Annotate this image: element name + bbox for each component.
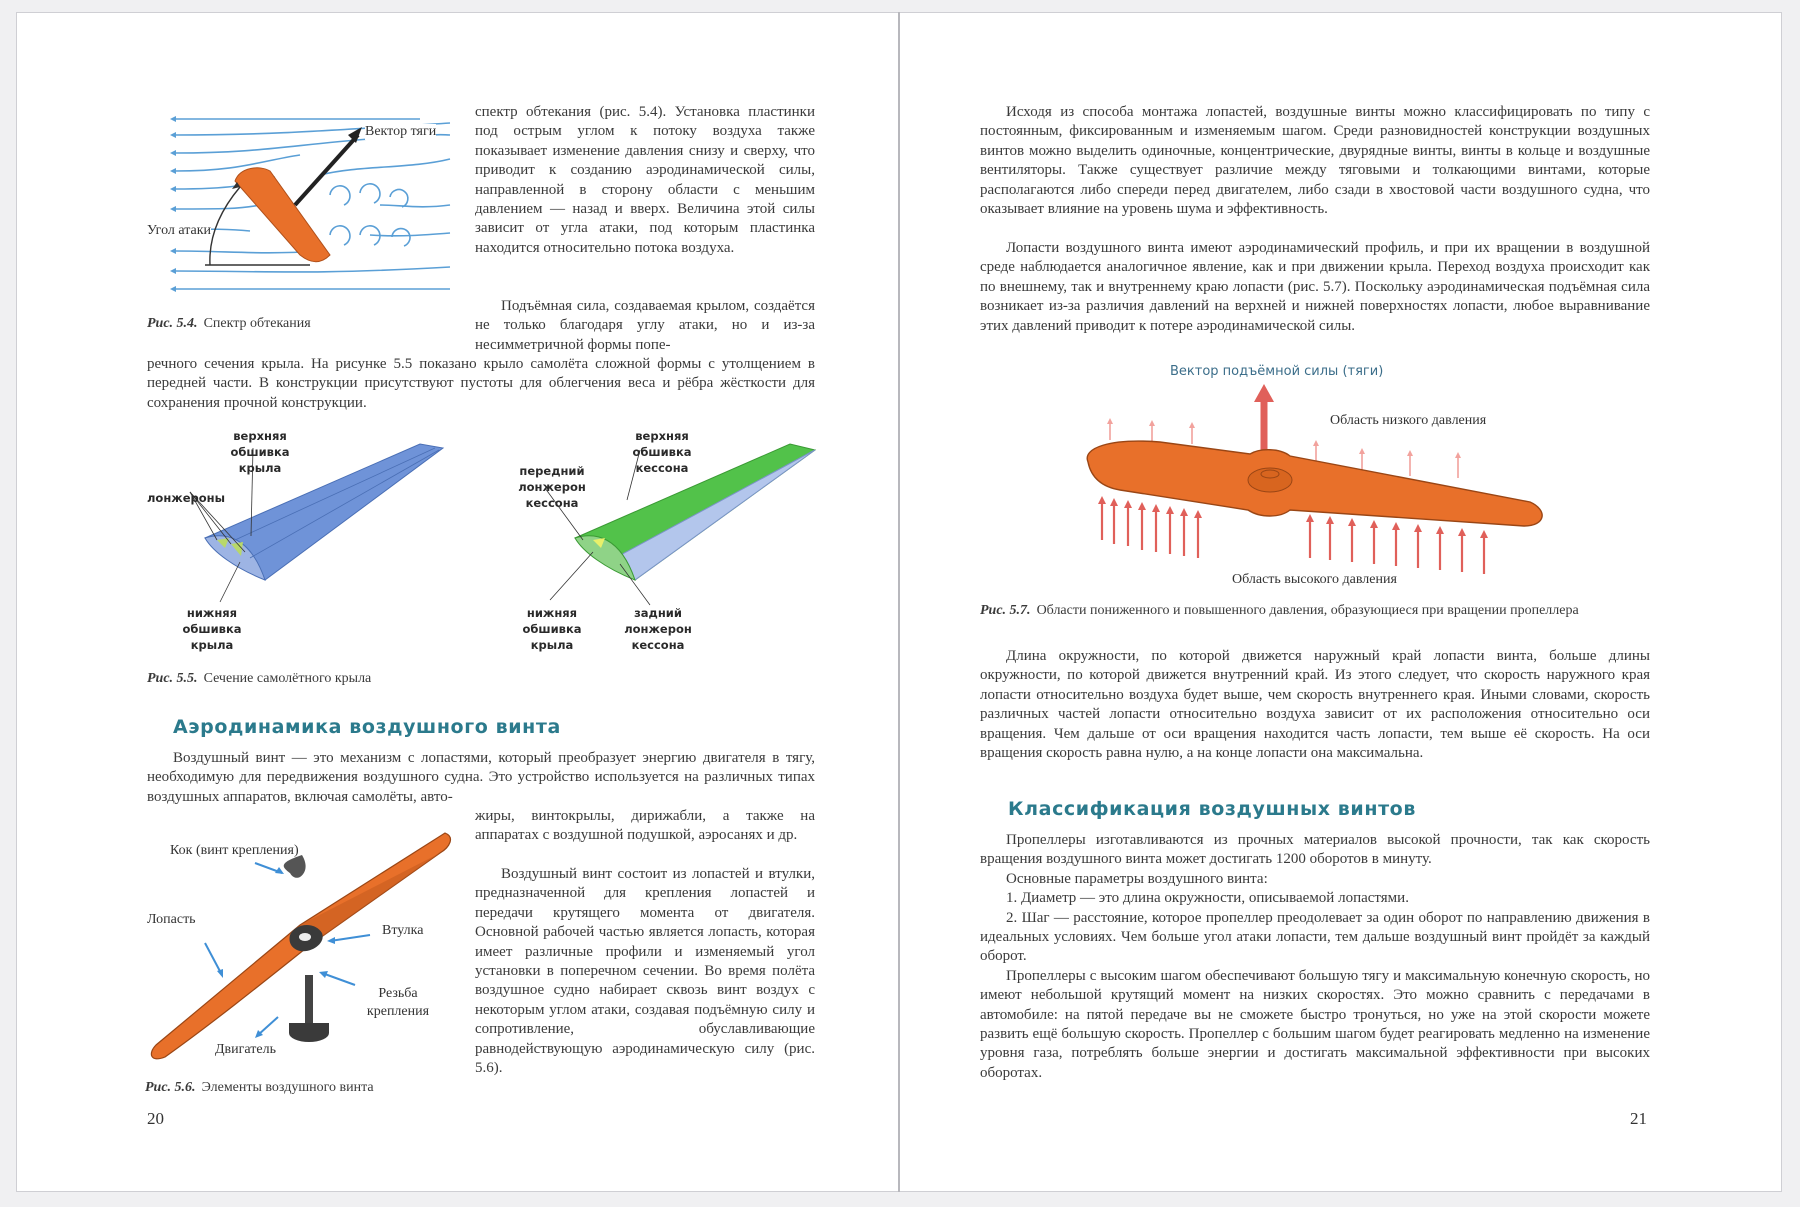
caption-text: Спектр обтекания (203, 316, 311, 331)
text-materials: Пропеллеры изготавливаются из прочных материалов высокой прочности, так как скорость вращения воздушного винта может достигать 1200 оборотов в минуту. (980, 832, 1650, 868)
label-spinner: Кок (винт крепления) (170, 843, 299, 858)
caption-number: Рис. 5.6. (145, 1080, 196, 1095)
text-column-spectrum: спектр обтекания (рис. 5.4). Установка пластинки под острым углом к потоку воздуха также показывает изменение давления снизу и сверху, что приводит к созданию аэродинамической силы, направленной в сторону области с меньшим давлением — назад и вверх. Величина этой силы зависит от угла атаки, под которым пластинка находится относительно потока воздуха. (475, 104, 815, 256)
text-propeller-uses: жиры, винтокрылы, дирижабли, а также на аппаратах с воздушной подушкой, аэросанях и др. (475, 808, 815, 844)
text-wing-section: речного сечения крыла. На рисунке 5.5 показано крыло самолёта сложной формы с утолщением в передней части. В конструкции присутствуют пустоты для облегчения веса и рёбра жёсткости для сохранения прочной конструкции. (147, 356, 815, 411)
text-classification-block (980, 831, 1650, 1083)
caption-text: Области пониженного и повышенного давления, образующиеся при вращении пропеллера (1036, 603, 1579, 618)
fig-5-6-propeller-diagram (150, 825, 460, 1065)
fig-5-7-caption (980, 602, 1650, 620)
text-propeller-structure: Воздушный винт состоит из лопастей и втулки, предназначенной для крепления лопастей и передачи крутящего момента от двигателя. Основной рабочей частью является лопасть, которая имеет различные профили и изменяемый угол установки в поперечном сечении. Во время полёта воздушное судно набирает сквозь винт воздух с некоторым углом атаки, создавая подъёмную силу и сопротивление, обуславливающие равнодействующую аэродинамическую силу (рис. 5.6). (475, 866, 815, 1077)
label-low-pressure-area: Область низкого давления (1330, 413, 1487, 428)
label-engine: Двигатель (215, 1042, 276, 1057)
label-blade: Лопасть (147, 912, 196, 927)
caption-text: Сечение самолётного крыла (203, 671, 372, 686)
label-lower-skin-wing-2: нижняя обшивка крыла (522, 606, 582, 652)
text-main-params: Основные параметры воздушного винта: (1006, 870, 1268, 887)
label-hub: Втулка (382, 923, 424, 938)
label-rear-spar-caisson: задний лонжерон кессона (624, 606, 692, 652)
text-blade-profile: Лопасти воздушного винта имеют аэродинамический профиль, и при их вращении в воздушной среде наблюдается аналогичное явление, как и при движении крыла. Переход воздуха происходит как по внешнему, так и внутреннему краю лопасти (рис. 5.7). Поскольку аэродинамическая подъёмная сила возникает из-за различия давлений на верхней и нижней поверхностях лопасти, любое выравнивание этих давлений приводит к потере аэродинамической силы. (980, 240, 1650, 334)
label-lift-vector: Вектор подъёмной силы (тяги) (1170, 364, 1384, 379)
page-number-right: 21 (1630, 1109, 1647, 1128)
book-spine (898, 12, 900, 1192)
heading-propeller-classification: Классификация воздушных винтов (1008, 798, 1416, 820)
caption-number: Рис. 5.5. (147, 671, 198, 686)
text-column-lift: Подъёмная сила, создаваемая крылом, создаётся не только благодаря углу атаки, но и из-за несимметричной формы попе- (475, 298, 815, 353)
page-number-left: 20 (147, 1109, 164, 1128)
label-upper-skin-caisson: верхняя обшивка кессона (632, 429, 692, 475)
text-propeller-definition: Воздушный винт — это механизм с лопастями, который преобразует энергию двигателя в тягу, необходимую для передвижения воздушного судна. Это устройство используется на различных типах воздушных аппаратов, включая самолёты, авто- (147, 750, 815, 805)
text-blade-speed: Длина окружности, по которой движется наружный край лопасти винта, больше длины окружности, по которой движется внутренний край. Из этого следует, что скорость наружного края лопасти относительно воздуха будет выше, чем скорость внутреннего края. Иными словами, скорость различных частей лопасти относительно воздуха зависит от их расположения относительно оси вращения. Чем дальше от оси вращения находится часть лопасти, тем выше её скорость. На оси вращения скорость равна нулю, а на конце лопасти она максимальна. (980, 648, 1650, 762)
label-front-spar-caisson: передний лонжерон кессона (518, 464, 586, 510)
label-lower-skin-wing: нижняя обшивка крыла (182, 606, 242, 652)
fig-5-5-caption (147, 670, 371, 688)
text-param-pitch: 2. Шаг — расстояние, которое пропеллер преодолевает за один оборот по направлению движения в идеальных условиях. Чем больше угол атаки лопасти, тем дальше воздушный винт пройдёт за каждый оборот. (980, 909, 1650, 965)
fig-5-7-pressure-diagram (1080, 380, 1550, 580)
caption-number: Рис. 5.4. (147, 316, 198, 331)
label-high-pressure-area: Область высокого давления (1232, 572, 1397, 587)
fig-5-4-caption (147, 315, 311, 333)
label-thrust-vector: Вектор тяги (365, 124, 437, 139)
text-propeller-types: Исходя из способа монтажа лопастей, воздушные винты можно классифицировать по типу с постоянным, фиксированным и изменяемым шагом. Среди разновидностей конструкции воздушных винтов можно выделить одиночные, концентрические, двурядные винты, винты в кольце и воздушные вентиляторы. Также существует различие между тяговыми и толкающими винтами, которые располагаются либо спереди перед двигателем, либо сзади в хвостовой части воздушного судна, что оказывает влияние на уровень шума и эффективность. (980, 104, 1650, 218)
label-upper-skin-wing: верхняя обшивка крыла (230, 429, 290, 475)
label-mount-thread: Резьба крепления (366, 986, 430, 1019)
label-spars: лонжероны (147, 491, 225, 505)
fig-5-6-caption (145, 1079, 374, 1097)
label-angle-of-attack: Угол атаки (147, 223, 212, 238)
heading-propeller-aerodynamics: Аэродинамика воздушного винта (173, 716, 561, 738)
caption-number: Рис. 5.7. (980, 603, 1031, 618)
caption-text: Элементы воздушного винта (201, 1080, 374, 1095)
text-high-pitch: Пропеллеры с высоким шагом обеспечивают большую тягу и максимальную конечную скорость, но имеют небольшой крутящий момент на низких скоростях. Это можно сравнить с передачами в автомобиле: на пятой передаче вы не сможете быстро тронуться, но уже на этой скорости можете развить ещё большую скорость. Пропеллер с большим шагом будет реагировать медленно на изменение уровня газа, потреблять больше энергии и достигать максимальной эффективности при высоких оборотах. (980, 967, 1650, 1081)
text-param-diameter: 1. Диаметр — это длина окружности, описываемой лопастями. (1006, 890, 1409, 907)
